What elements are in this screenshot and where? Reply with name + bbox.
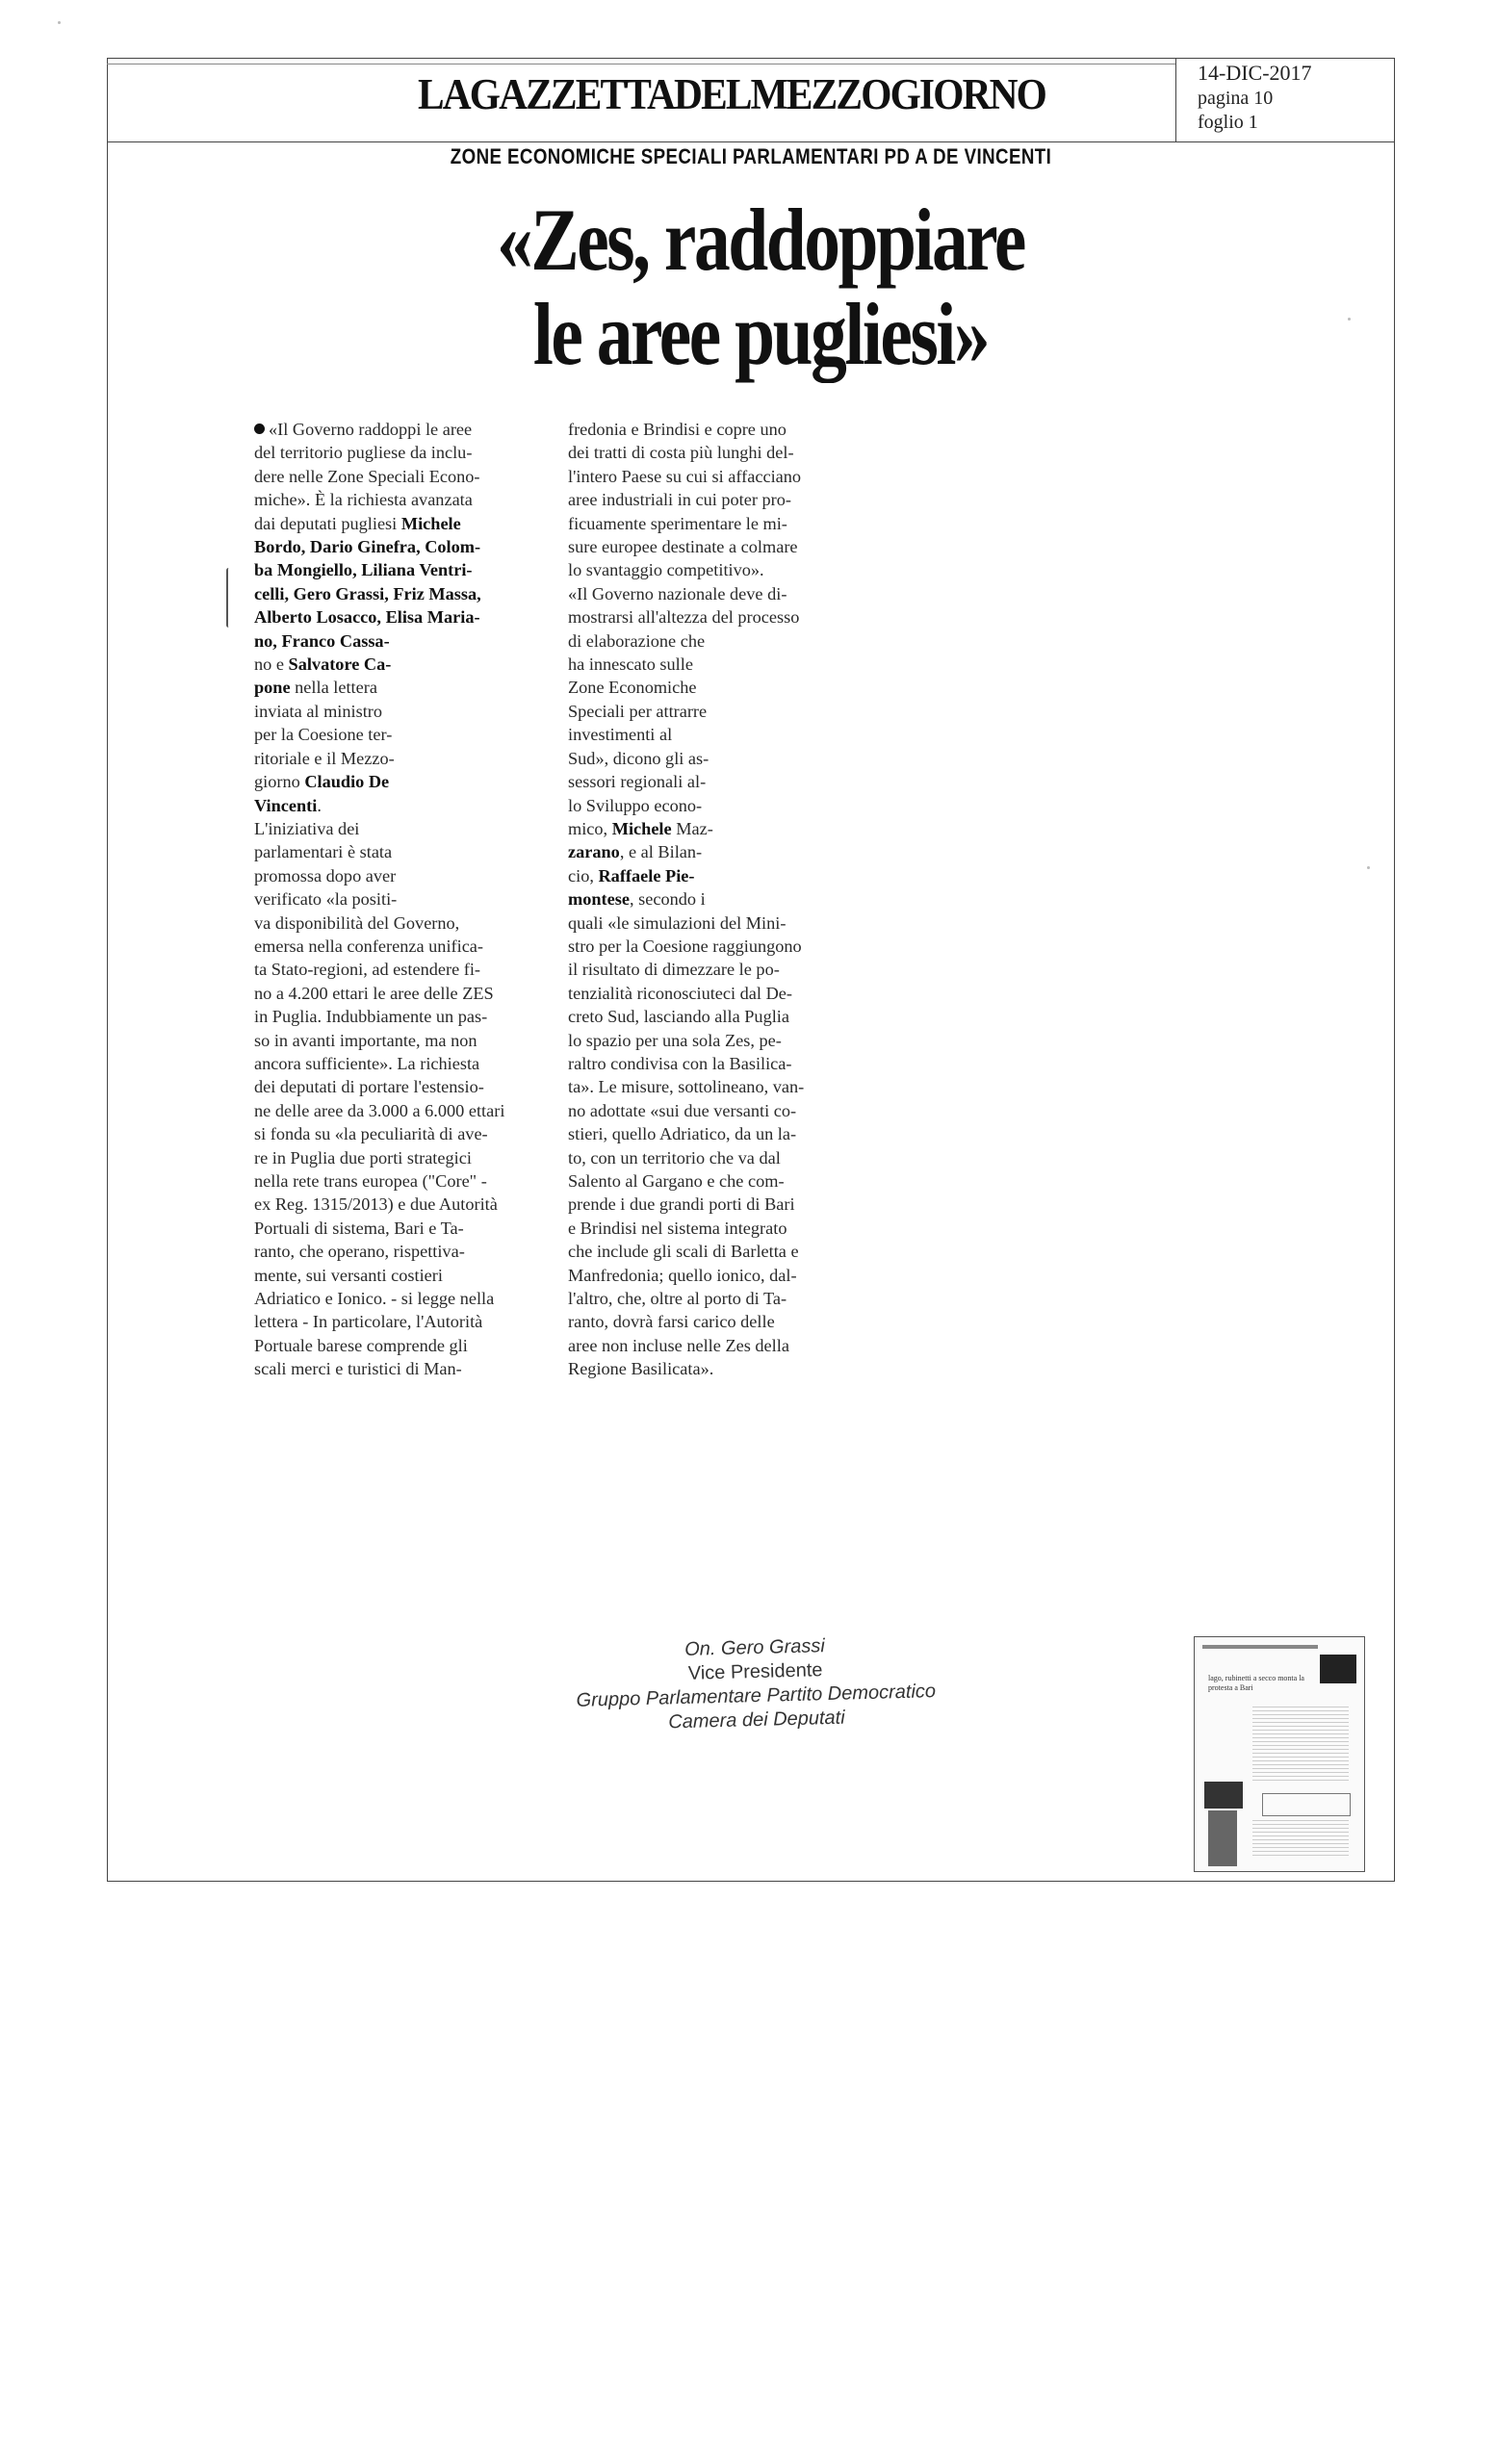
article-line: Portuale barese comprende gli	[254, 1335, 468, 1355]
article-line: l'intero Paese su cui si affacciano	[568, 466, 802, 486]
headline-line-2: le aree pugliesi»	[532, 285, 989, 384]
article-line: Portuali di sistema, Bari e Ta-	[254, 1218, 464, 1238]
article-line: verificato «la positi-	[254, 889, 398, 910]
article-line: ta Stato-regioni, ad estendere fi-	[254, 960, 481, 980]
bullet-icon	[254, 424, 265, 434]
article-line: ba Mongiello, Liliana Ventri-	[254, 560, 473, 580]
article-line: parlamentari è stata	[254, 842, 393, 862]
thumbnail-header-bar	[1202, 1645, 1318, 1649]
article-line: «Il Governo nazionale deve di-	[568, 583, 787, 603]
article-line: lo svantaggio competitivo».	[568, 560, 764, 580]
article-line: stieri, quello Adriatico, da un la-	[568, 1124, 797, 1144]
article-line: celli, Gero Grassi, Friz Massa,	[254, 583, 481, 603]
article-line: va disponibilità del Governo,	[254, 912, 460, 933]
article-line: Salento al Gargano e che com-	[568, 1171, 785, 1191]
article-line: no adottate «sui due versanti co-	[568, 1100, 797, 1120]
scan-speck	[1348, 318, 1351, 321]
article-line: quali «le simulazioni del Mini-	[568, 912, 787, 933]
article-line: dei tratti di costa più lunghi del-	[568, 443, 794, 463]
article-line: Adriatico e Ionico. - si legge nella	[254, 1289, 495, 1309]
article-line: Sud», dicono gli as-	[568, 748, 709, 768]
article-line: sessori regionali al-	[568, 772, 707, 792]
article-line: prende i due grandi porti di Bari	[568, 1194, 795, 1215]
article-column-1	[254, 418, 535, 1381]
article-line: ha innescato sulle	[568, 654, 693, 675]
thumbnail-text-block	[1252, 1707, 1349, 1784]
signature-group: Gruppo Parlamentare Partito Democratico	[576, 1681, 937, 1711]
article-line: il risultato di dimezzare le po-	[568, 960, 780, 980]
article-line: tenzialità riconosciuteci dal De-	[568, 983, 792, 1003]
date-box	[1175, 58, 1395, 141]
thumbnail-photo-large	[1208, 1810, 1237, 1866]
article-headline	[289, 192, 1232, 382]
article-line: «Il Governo raddoppi le aree	[254, 418, 535, 441]
article-line: Vincenti.	[254, 795, 322, 815]
article-line: aree industriali in cui poter pro-	[568, 490, 791, 510]
article-line: pone nella lettera	[254, 678, 377, 698]
article-line: Speciali per attrarre	[568, 701, 708, 721]
article-line: cio, Raffaele Pie-	[568, 865, 695, 886]
article-line: lo Sviluppo econo-	[568, 795, 703, 815]
article-line: nella rete trans europea ("Core" -	[254, 1171, 487, 1191]
thumbnail-inset	[1262, 1793, 1351, 1816]
signature-stamp	[538, 1630, 973, 1738]
article-line: Manfredonia; quello ionico, dal-	[568, 1265, 797, 1285]
article-line: no, Franco Cassa-	[254, 630, 390, 651]
thumbnail-photo	[1320, 1655, 1356, 1683]
article-line: e Brindisi nel sistema integrato	[568, 1218, 787, 1238]
article-line: mostrarsi all'altezza del processo	[568, 607, 800, 628]
thumbnail-text-block-2	[1252, 1820, 1349, 1859]
article-line: sure europee destinate a colmare	[568, 537, 798, 557]
article-line: lo spazio per una sola Zes, pe-	[568, 1030, 782, 1050]
article-line: lettera - In particolare, l'Autorità	[254, 1312, 483, 1332]
thumbnail-caption: lago, rubinetti a secco monta la protesta a Bari	[1208, 1674, 1304, 1692]
article-line: dere nelle Zone Speciali Econo-	[254, 466, 480, 486]
article-line: l'altro, che, oltre al porto di Ta-	[568, 1289, 787, 1309]
article-line: promossa dopo aver	[254, 865, 397, 886]
article-line: so in avanti importante, ma non	[254, 1030, 477, 1050]
sheet-number: foglio 1	[1198, 111, 1258, 133]
article-line: miche». È la richiesta avanzata	[254, 490, 473, 510]
article-line: to, con un territorio che va dal	[568, 1147, 781, 1168]
article-line: Bordo, Dario Ginefra, Colom-	[254, 537, 481, 557]
headline-line-1: «Zes, raddoppiare	[497, 191, 1024, 289]
article-line: mente, sui versanti costieri	[254, 1265, 443, 1285]
article-line: giorno Claudio De	[254, 772, 390, 792]
article-line: ranto, che operano, rispettiva-	[254, 1242, 465, 1262]
article-line: ex Reg. 1315/2013) e due Autorità	[254, 1194, 498, 1215]
article-line: Alberto Losacco, Elisa Maria-	[254, 607, 480, 628]
signature-chamber: Camera dei Deputati	[667, 1707, 845, 1733]
article-line: emersa nella conferenza unifica-	[254, 936, 484, 956]
thumbnail-dark-box	[1204, 1782, 1243, 1809]
scan-speck	[58, 21, 61, 24]
publication-date: 14-DIC-2017	[1198, 61, 1312, 85]
article-line: ficuamente sperimentare le mi-	[568, 513, 787, 533]
article-line: ta». Le misure, sottolineano, van-	[568, 1077, 805, 1097]
article-line: che include gli scali di Barletta e	[568, 1242, 799, 1262]
article-line: fredonia e Brindisi e copre uno	[568, 420, 787, 439]
article-line: creto Sud, lasciando alla Puglia	[568, 1007, 789, 1027]
article-line: di elaborazione che	[568, 630, 706, 651]
article-line: ranto, dovrà farsi carico delle	[568, 1312, 775, 1332]
article-line: zarano, e al Bilan-	[568, 842, 703, 862]
article-line: mico, Michele Maz-	[568, 818, 713, 838]
article-line: scali merci e turistici di Man-	[254, 1359, 462, 1379]
article-line: raltro condivisa con la Basilica-	[568, 1053, 792, 1073]
article-kicker: ZONE ECONOMICHE SPECIALI PARLAMENTARI PD A DE VINCENTI	[450, 144, 1052, 168]
article-line: L'iniziativa dei	[254, 818, 360, 838]
article-line: in Puglia. Indubbiamente un pas-	[254, 1007, 488, 1027]
article-line: si fonda su «la peculiarità di ave-	[254, 1124, 488, 1144]
article-line: dai deputati pugliesi Michele	[254, 513, 461, 533]
article-line: stro per la Coesione raggiungono	[568, 936, 802, 956]
article-line: Regione Basilicata».	[568, 1359, 714, 1379]
article-line: del territorio pugliese da inclu-	[254, 443, 473, 463]
article-line: no a 4.200 ettari le aree delle ZES	[254, 983, 494, 1003]
article-line: montese, secondo i	[568, 889, 706, 910]
article-line: dei deputati di portare l'estensio-	[254, 1077, 484, 1097]
page-thumbnail	[1194, 1636, 1365, 1872]
article-column-2	[568, 418, 857, 1381]
article-line: aree non incluse nelle Zes della	[568, 1335, 789, 1355]
article-line: re in Puglia due porti strategici	[254, 1147, 472, 1168]
article-line: investimenti al	[568, 725, 673, 745]
article-line: ne delle aree da 3.000 a 6.000 ettari	[254, 1100, 505, 1120]
article-line: ritoriale e il Mezzo-	[254, 748, 395, 768]
newspaper-masthead: LAGAZZETTADELMEZZOGIORNO	[417, 70, 1046, 118]
article-line: no e Salvatore Ca-	[254, 654, 392, 675]
page-number: pagina 10	[1198, 87, 1274, 109]
signature-name: On. Gero Grassi	[684, 1635, 826, 1660]
scan-speck	[1367, 866, 1370, 869]
article-line: ancora sufficiente». La richiesta	[254, 1053, 480, 1073]
article-line: inviata al ministro	[254, 701, 383, 721]
header-bottom-rule	[107, 141, 1395, 142]
article-line: per la Coesione ter-	[254, 725, 393, 745]
pen-margin-mark	[226, 568, 231, 628]
article-line: Zone Economiche	[568, 678, 697, 698]
signature-role: Vice Presidente	[687, 1659, 823, 1684]
